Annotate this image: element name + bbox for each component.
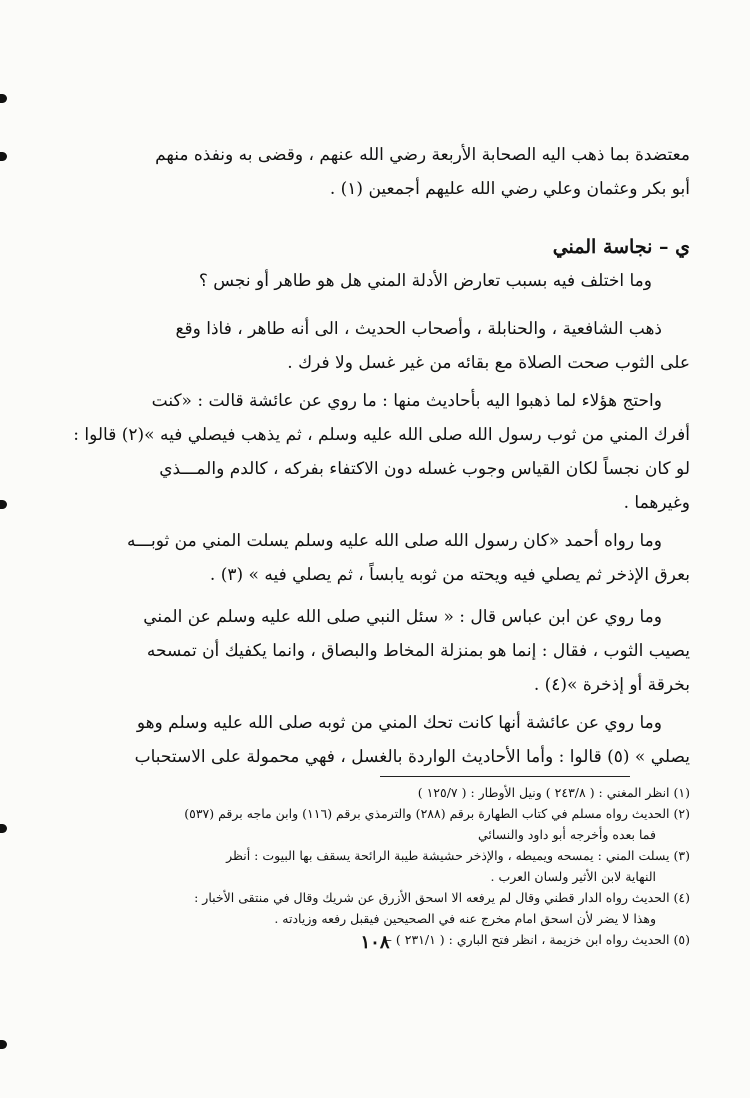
scan-mark: [0, 1040, 7, 1049]
text-line: لو كان نجساً لكان القياس وجوب غسله دون الاكتفاء بفركه ، كالدم والمـــذي: [159, 459, 690, 479]
footnote-line: (٤) الحديث رواه الدار قطني وقال لم يرفعه الا اسحق الأزرق عن شريك وقال في منتقى الأخبار :: [194, 890, 690, 905]
scan-mark: [0, 824, 7, 833]
ibn-abbas-paragraph: [70, 600, 690, 702]
madhhab-paragraph: [70, 312, 690, 380]
question-paragraph: [70, 264, 690, 298]
footnotes: [70, 782, 690, 950]
footnote-line: (١) انظر المغني : ( ٢٤٣/٨ ) ونيل الأوطار : ( ١٢٥/٧ ): [417, 785, 690, 800]
text-line: بخرقة أو إذخرة »(٤) .: [533, 675, 690, 695]
heading-text: ي – نجاسة المني: [552, 236, 690, 258]
text-line: وغيرهما .: [623, 493, 690, 513]
text-line: وما اختلف فيه بسبب تعارض الأدلة المني هل هو طاهر أو نجس ؟: [198, 271, 652, 291]
text-line: وما روي عن ابن عباس قال : « سئل النبي صلى الله عليه وسلم عن المني: [143, 607, 662, 627]
section-heading: [70, 230, 690, 264]
ahmad-paragraph: [70, 524, 690, 592]
text-line: أفرك المني من ثوب رسول الله صلى الله عليه وسلم ، ثم يذهب فيصلي فيه »(٢) قالوا :: [73, 425, 690, 445]
text-line: ذهب الشافعية ، والحنابلة ، وأصحاب الحديث ، الى أنه طاهر ، فاذا وقع: [175, 319, 662, 339]
footnote-line: وهذا لا يضر لأن اسحق امام مخرج عنه في الصحيحين فيقبل رفعه وزيادته .: [274, 911, 656, 926]
footnote-line: (٥) الحديث رواه ابن خزيمة ، انظر فتح الباري : ( ٢٣١/١ ) –: [385, 932, 690, 947]
footnote-line: (٢) الحديث رواه مسلم في كتاب الطهارة برقم (٢٨٨) والترمذي برقم (١١٦) وابن ماجه برقم (٥٣٧): [184, 806, 690, 821]
footnote-divider: [380, 776, 630, 777]
text-line: وما روي عن عائشة أنها كانت تحك المني من ثوبه صلى الله عليه وسلم وهو: [136, 713, 662, 733]
evidence-paragraph: [70, 384, 690, 520]
scan-mark: [0, 94, 7, 103]
footnote-line: (٣) يسلت المني : يمسحه ويميطه ، والإذخر حشيشة طيبة الرائحة يسقف بها البيوت : أنظر: [226, 848, 690, 863]
text-line: أبو بكر وعثمان وعلي رضي الله عليهم أجمعين (١) .: [329, 179, 690, 199]
scan-mark: [0, 500, 7, 509]
text-line: يصيب الثوب ، فقال : إنما هو بمنزلة المخاط والبصاق ، وانما يكفيك أن تمسحه: [146, 641, 690, 661]
text-line: على الثوب صحت الصلاة مع بقائه من غير غسل ولا فرك .: [287, 353, 690, 373]
footnote-line: فما بعده وأخرجه أبو داود والنسائي: [477, 827, 656, 842]
text-line: يصلي » (٥) قالوا : وأما الأحاديث الواردة بالغسل ، فهي محمولة على الاستحباب: [134, 747, 690, 767]
page-number: ١٠٨: [360, 932, 390, 953]
footnote-line: النهاية لابن الأثير ولسان العرب .: [490, 869, 656, 884]
scan-mark: [0, 152, 7, 161]
text-line: وما رواه أحمد «كان رسول الله صلى الله عليه وسلم يسلت المني من ثوبـــه: [126, 531, 662, 551]
aisha-paragraph: [70, 706, 690, 774]
text-line: بعرق الإذخر ثم يصلي فيه ويحته من ثوبه يابساً ، ثم يصلي فيه » (٣) .: [209, 565, 690, 585]
text-line: معتضدة بما ذهب اليه الصحابة الأربعة رضي الله عنهم ، وقضى به ونفذه منهم: [155, 145, 690, 165]
opening-paragraph: [70, 138, 690, 206]
text-line: واحتج هؤلاء لما ذهبوا اليه بأحاديث منها : ما روي عن عائشة قالت : «كنت: [151, 391, 662, 411]
